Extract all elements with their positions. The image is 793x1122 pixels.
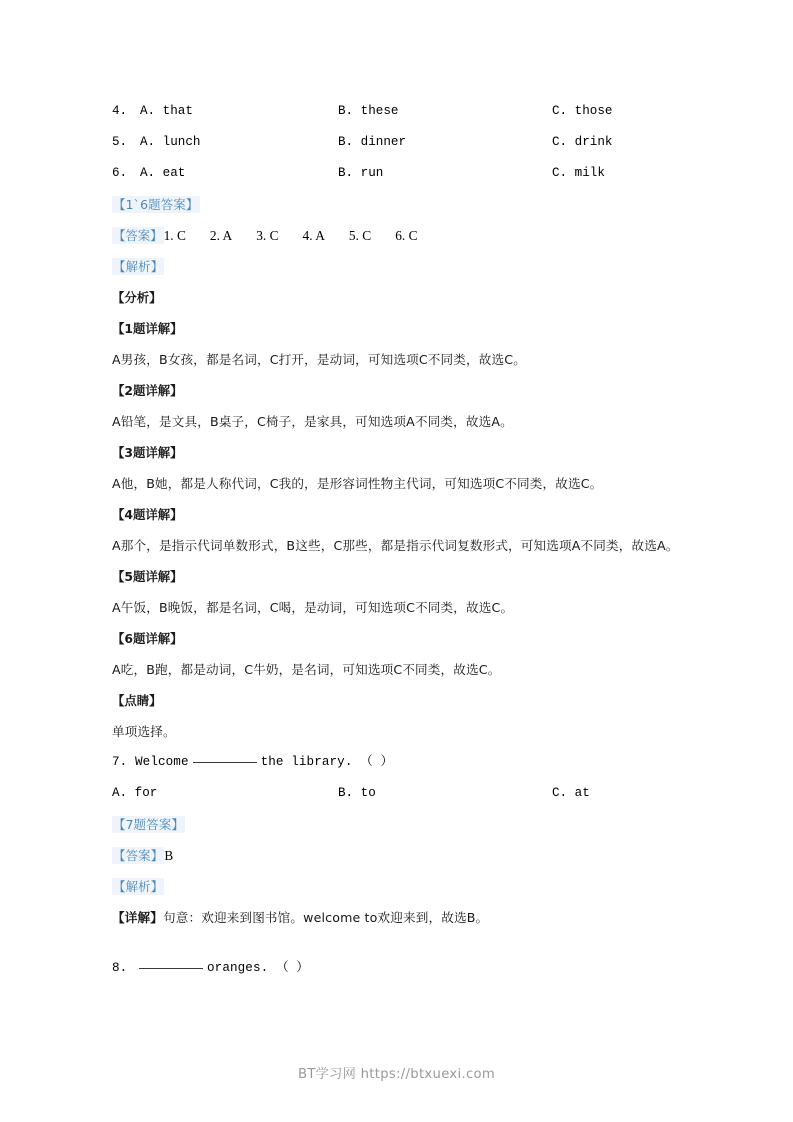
option-a[interactable]: A. lunch <box>140 135 201 149</box>
question-7-options <box>112 778 685 809</box>
question-options-group-4-6 <box>112 96 685 189</box>
answer-label: 【答案】 <box>113 848 164 863</box>
answer-paren[interactable]: （ ） <box>275 961 309 975</box>
option-c[interactable]: C. at <box>552 786 590 800</box>
explanation-text: A他，B她，都是人称代词，C我的，是形容词性物主代词，可知选项C不同类，故选C。 <box>112 476 603 491</box>
question-row <box>112 158 685 189</box>
answer-item: 5. C <box>348 228 372 243</box>
question-number: 6. <box>112 166 128 180</box>
explanation-heading: 【4题详解】 <box>112 507 183 522</box>
option-a[interactable]: A. that <box>140 104 193 118</box>
answer-item: 1. C <box>163 228 186 243</box>
explanation-heading: 【1题详解】 <box>112 321 183 336</box>
explanations-group <box>112 313 685 685</box>
key-point-text: 单项选择。 <box>112 724 176 739</box>
analysis-label-row <box>112 871 685 902</box>
section-spacer <box>112 933 685 953</box>
analysis-label-row <box>112 251 685 282</box>
analysis-heading: 【分析】 <box>112 290 162 305</box>
question-7-stem <box>112 747 685 778</box>
option-b[interactable]: B. these <box>338 104 399 118</box>
explanation-text: A那个，是指示代词单数形式，B这些，C那些，都是指示代词复数形式，可知选项A不同类，故选A。 <box>112 538 679 553</box>
question-stem-before: Welcome <box>135 755 189 769</box>
answer-item: 2. A <box>209 228 233 243</box>
option-c[interactable]: C. drink <box>552 135 613 149</box>
question-row <box>112 127 685 158</box>
detail-label: 【详解】 <box>112 910 163 925</box>
question-8-stem <box>112 953 685 984</box>
question-row <box>112 96 685 127</box>
explanation-heading: 【6题详解】 <box>112 631 183 646</box>
detail-explanation-row <box>112 902 684 933</box>
option-b[interactable]: B. run <box>338 166 384 180</box>
question-stem-after: the library. <box>260 755 353 769</box>
detail-text: 句意：欢迎来到图书馆。welcome to欢迎来到，故选B。 <box>162 910 489 925</box>
analysis-label: 【解析】 <box>113 879 164 894</box>
footer-watermark: BT学习网 https://btxuexi.com <box>297 1067 496 1082</box>
answer-item: 3. C <box>256 228 279 243</box>
answer-list-row <box>112 220 685 251</box>
answer-blank[interactable] <box>193 762 257 763</box>
answer-block-heading-1-6 <box>112 189 685 220</box>
option-b[interactable]: B. dinner <box>338 135 407 149</box>
answer-item: 6. C <box>395 228 418 243</box>
question-number: 5. <box>112 135 128 149</box>
answer-block-heading-label: 【1`6题答案】 <box>113 197 199 212</box>
answer-blank[interactable] <box>139 968 203 969</box>
question-number: 4. <box>112 104 128 118</box>
explanation-heading: 【5题详解】 <box>112 569 183 584</box>
analysis-label: 【解析】 <box>113 259 164 274</box>
option-b[interactable]: B. to <box>338 786 376 800</box>
question-number: 7. <box>112 755 128 769</box>
answer-paren[interactable]: （ ） <box>360 755 394 769</box>
answer-block-heading-7 <box>112 809 685 840</box>
explanation-text: A午饭，B晚饭，都是名词，C喝，是动词，可知选项C不同类，故选C。 <box>112 600 514 615</box>
option-c[interactable]: C. milk <box>552 166 605 180</box>
question-stem-after: oranges. <box>207 961 269 975</box>
explanation-heading: 【3题详解】 <box>112 445 183 460</box>
explanation-text: A吃，B跑，都是动词，C牛奶，是名词，可知选项C不同类，故选C。 <box>112 662 501 677</box>
option-c[interactable]: C. those <box>552 104 613 118</box>
answer-item: 4. A <box>302 228 325 243</box>
explanation-text: A铅笔，是文具，B桌子，C椅子，是家具，可知选项A不同类，故选A。 <box>112 414 513 429</box>
explanation-heading: 【2题详解】 <box>112 383 183 398</box>
answer-block-heading-label: 【7题答案】 <box>113 817 185 832</box>
option-a[interactable]: A. eat <box>140 166 186 180</box>
answer-value-row <box>112 840 685 871</box>
explanation-text: A男孩，B女孩，都是名词，C打开，是动词，可知选项C不同类，故选C。 <box>112 352 526 367</box>
key-point-heading: 【点睛】 <box>112 693 162 708</box>
option-a[interactable]: A. for <box>112 786 158 800</box>
answer-value: B <box>164 848 174 863</box>
answer-label: 【答案】 <box>113 228 163 243</box>
question-number: 8. <box>112 961 128 975</box>
